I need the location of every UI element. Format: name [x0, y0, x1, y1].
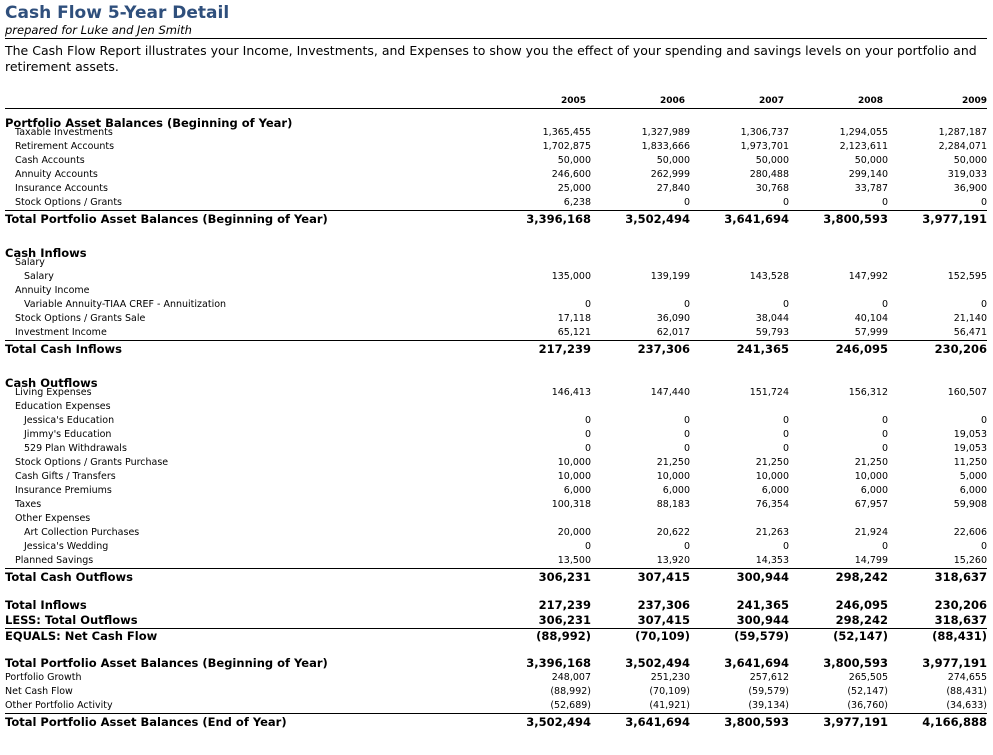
- value-cell: 6,000: [860, 485, 888, 496]
- table-row: [5, 526, 987, 540]
- portfolio-begin-row: [5, 656, 987, 671]
- value-cell: 0: [584, 541, 591, 552]
- value-cell: 3,641,694: [625, 715, 690, 729]
- value-cell: 100,318: [551, 499, 591, 510]
- value-cell: 0: [584, 429, 591, 440]
- value-cell: 241,365: [736, 342, 789, 356]
- total-inflows-row: [5, 598, 987, 613]
- value-cell: 21,250: [755, 457, 789, 468]
- table-row: [5, 512, 987, 526]
- value-cell: 38,044: [755, 313, 789, 324]
- value-cell: 217,239: [538, 598, 591, 612]
- value-cell: 0: [683, 443, 690, 454]
- value-cell: 10,000: [557, 457, 591, 468]
- row-label: Net Cash Flow: [5, 686, 73, 697]
- value-cell: 0: [782, 415, 789, 426]
- table-row: [5, 428, 987, 442]
- value-cell: 307,415: [637, 613, 690, 627]
- value-cell: 3,641,694: [724, 656, 789, 670]
- table-row: [5, 699, 987, 713]
- table-row: [5, 414, 987, 428]
- row-label: Total Portfolio Asset Balances (Beginning of Year): [5, 656, 328, 670]
- total-row: [5, 210, 987, 228]
- value-cell: 62,017: [656, 327, 690, 338]
- value-cell: 25,000: [557, 183, 591, 194]
- value-cell: 67,957: [854, 499, 888, 510]
- value-cell: 21,140: [953, 313, 987, 324]
- value-cell: (70,109): [635, 629, 690, 643]
- table-row: [5, 554, 987, 568]
- table-row: [5, 140, 987, 154]
- value-cell: 143,528: [749, 271, 789, 282]
- total-row: [5, 713, 987, 731]
- value-cell: 262,999: [650, 169, 690, 180]
- row-label: Stock Options / Grants Sale: [15, 313, 146, 324]
- row-label: Cash Inflows: [5, 246, 87, 260]
- value-cell: 230,206: [934, 598, 987, 612]
- value-cell: 3,800,593: [724, 715, 789, 729]
- table-row: [5, 484, 987, 498]
- value-cell: 0: [980, 541, 987, 552]
- value-cell: 280,488: [749, 169, 789, 180]
- report-subtitle: prepared for Luke and Jen Smith: [5, 23, 987, 39]
- value-cell: 22,606: [953, 527, 987, 538]
- value-cell: 36,900: [953, 183, 987, 194]
- value-cell: 147,992: [848, 271, 888, 282]
- value-cell: 217,239: [538, 342, 591, 356]
- value-cell: 1,327,989: [641, 127, 690, 138]
- value-cell: 0: [683, 299, 690, 310]
- value-cell: 20,622: [656, 527, 690, 538]
- value-cell: 3,977,191: [922, 212, 987, 226]
- row-label: Annuity Accounts: [15, 169, 98, 180]
- value-cell: 3,641,694: [724, 212, 789, 226]
- total-row: [5, 568, 987, 586]
- value-cell: 0: [881, 197, 888, 208]
- value-cell: 1,287,187: [938, 127, 987, 138]
- table-row: [5, 312, 987, 326]
- less-outflows-row: [5, 613, 987, 628]
- value-cell: 265,505: [848, 672, 888, 683]
- section-header: [5, 112, 987, 130]
- value-cell: 0: [980, 299, 987, 310]
- row-label: Portfolio Growth: [5, 672, 82, 683]
- value-cell: 1,365,455: [542, 127, 591, 138]
- value-cell: 298,242: [835, 613, 888, 627]
- table-row: [5, 284, 987, 298]
- value-cell: 0: [881, 443, 888, 454]
- value-cell: 3,396,168: [526, 212, 591, 226]
- row-label: Salary: [15, 257, 45, 268]
- row-label: Stock Options / Grants Purchase: [15, 457, 169, 468]
- value-cell: 6,000: [563, 485, 591, 496]
- value-cell: 274,655: [947, 672, 987, 683]
- value-cell: 19,053: [953, 429, 987, 440]
- value-cell: 13,920: [656, 555, 690, 566]
- table-row: [5, 540, 987, 554]
- row-label: Total Cash Inflows: [5, 342, 123, 356]
- value-cell: 21,924: [854, 527, 888, 538]
- row-label: Planned Savings: [15, 555, 94, 566]
- value-cell: (52,147): [847, 686, 888, 697]
- value-cell: 21,250: [854, 457, 888, 468]
- row-label: Other Expenses: [15, 513, 91, 524]
- total-row: [5, 340, 987, 358]
- value-cell: (36,760): [847, 700, 888, 711]
- value-cell: 6,000: [761, 485, 789, 496]
- row-label: Living Expenses: [15, 387, 92, 398]
- value-cell: 156,312: [848, 387, 888, 398]
- value-cell: 20,000: [557, 527, 591, 538]
- value-cell: (59,579): [734, 629, 789, 643]
- value-cell: 319,033: [947, 169, 987, 180]
- value-cell: 146,413: [551, 387, 591, 398]
- row-label: Cash Accounts: [15, 155, 85, 166]
- value-cell: 59,793: [755, 327, 789, 338]
- value-cell: 147,440: [650, 387, 690, 398]
- value-cell: 50,000: [557, 155, 591, 166]
- value-cell: 13,500: [557, 555, 591, 566]
- value-cell: 57,999: [854, 327, 888, 338]
- value-cell: 152,595: [947, 271, 987, 282]
- row-label: Total Inflows: [5, 598, 87, 612]
- value-cell: 0: [584, 415, 591, 426]
- value-cell: 3,502,494: [526, 715, 591, 729]
- table-row: [5, 326, 987, 340]
- table-row: [5, 386, 987, 400]
- value-cell: 17,118: [557, 313, 591, 324]
- report-title: Cash Flow 5-Year Detail: [5, 3, 230, 23]
- value-cell: 21,250: [656, 457, 690, 468]
- value-cell: 237,306: [637, 342, 690, 356]
- value-cell: 318,637: [934, 570, 987, 584]
- value-cell: 15,260: [953, 555, 987, 566]
- row-label: Cash Outflows: [5, 376, 98, 390]
- value-cell: 0: [980, 415, 987, 426]
- year-header: 2005: [560, 96, 586, 106]
- value-cell: 160,507: [947, 387, 987, 398]
- value-cell: (34,633): [946, 700, 987, 711]
- value-cell: 306,231: [538, 570, 591, 584]
- year-header: 2009: [961, 96, 987, 106]
- row-label: Taxable Investments: [15, 127, 113, 138]
- value-cell: 2,284,071: [938, 141, 987, 152]
- table-row: [5, 298, 987, 312]
- row-label: Insurance Premiums: [15, 485, 112, 496]
- value-cell: (88,992): [536, 629, 591, 643]
- value-cell: 10,000: [656, 471, 690, 482]
- value-cell: 50,000: [854, 155, 888, 166]
- value-cell: 36,090: [656, 313, 690, 324]
- value-cell: 10,000: [557, 471, 591, 482]
- value-cell: 65,121: [557, 327, 591, 338]
- value-cell: 40,104: [854, 313, 888, 324]
- row-label: Art Collection Purchases: [24, 527, 140, 538]
- table-row: [5, 456, 987, 470]
- table-row: [5, 270, 987, 284]
- row-label: Cash Gifts / Transfers: [15, 471, 116, 482]
- row-label: Portfolio Asset Balances (Beginning of Year): [5, 116, 293, 130]
- value-cell: 56,471: [953, 327, 987, 338]
- row-label: Education Expenses: [15, 401, 111, 412]
- row-label: Insurance Accounts: [15, 183, 108, 194]
- value-cell: 33,787: [854, 183, 888, 194]
- value-cell: 3,977,191: [922, 656, 987, 670]
- row-label: LESS: Total Outflows: [5, 613, 138, 627]
- value-cell: (70,109): [649, 686, 690, 697]
- value-cell: 0: [782, 541, 789, 552]
- value-cell: 0: [782, 443, 789, 454]
- value-cell: 151,724: [749, 387, 789, 398]
- table-row: [5, 470, 987, 484]
- value-cell: 1,294,055: [839, 127, 888, 138]
- section-spacer: [5, 644, 987, 656]
- value-cell: 50,000: [755, 155, 789, 166]
- value-cell: 318,637: [934, 613, 987, 627]
- value-cell: 0: [881, 541, 888, 552]
- value-cell: 251,230: [650, 672, 690, 683]
- value-cell: 0: [782, 197, 789, 208]
- value-cell: 19,053: [953, 443, 987, 454]
- row-label: Taxes: [15, 499, 42, 510]
- value-cell: 14,353: [755, 555, 789, 566]
- value-cell: (59,579): [748, 686, 789, 697]
- value-cell: 3,502,494: [625, 656, 690, 670]
- value-cell: 4,166,888: [922, 715, 987, 729]
- value-cell: 3,977,191: [823, 715, 888, 729]
- value-cell: 139,199: [650, 271, 690, 282]
- row-label: Total Cash Outflows: [5, 570, 134, 584]
- value-cell: 306,231: [538, 613, 591, 627]
- value-cell: 2,123,611: [839, 141, 888, 152]
- value-cell: 246,095: [835, 342, 888, 356]
- value-cell: 6,238: [563, 197, 591, 208]
- value-cell: 27,840: [656, 183, 690, 194]
- value-cell: 257,612: [749, 672, 789, 683]
- value-cell: (41,921): [649, 700, 690, 711]
- value-cell: (88,431): [932, 629, 987, 643]
- value-cell: 300,944: [736, 613, 789, 627]
- row-label: Jessica's Education: [24, 415, 115, 426]
- value-cell: 300,944: [736, 570, 789, 584]
- value-cell: 0: [782, 299, 789, 310]
- value-cell: 307,415: [637, 570, 690, 584]
- value-cell: 230,206: [934, 342, 987, 356]
- value-cell: 1,833,666: [641, 141, 690, 152]
- value-cell: 0: [683, 541, 690, 552]
- row-label: Salary: [24, 271, 54, 282]
- row-label: Stock Options / Grants: [15, 197, 122, 208]
- table-row: [5, 400, 987, 414]
- value-cell: 241,365: [736, 598, 789, 612]
- value-cell: 135,000: [551, 271, 591, 282]
- table-row: [5, 671, 987, 685]
- row-label: Retirement Accounts: [15, 141, 115, 152]
- row-label: Investment Income: [15, 327, 107, 338]
- value-cell: 6,000: [662, 485, 690, 496]
- value-cell: 5,000: [959, 471, 987, 482]
- row-label: EQUALS: Net Cash Flow: [5, 629, 158, 643]
- table-row: [5, 182, 987, 196]
- value-cell: 0: [881, 299, 888, 310]
- value-cell: 50,000: [656, 155, 690, 166]
- value-cell: 0: [881, 429, 888, 440]
- table-row: [5, 498, 987, 512]
- value-cell: 6,000: [959, 485, 987, 496]
- row-label: Variable Annuity-TIAA CREF - Annuitization: [24, 299, 227, 310]
- section-spacer: [5, 228, 987, 242]
- value-cell: 0: [683, 415, 690, 426]
- value-cell: 299,140: [848, 169, 888, 180]
- cash-flow-table: [5, 112, 987, 731]
- value-cell: 1,306,737: [740, 127, 789, 138]
- value-cell: 10,000: [854, 471, 888, 482]
- year-header: 2006: [659, 96, 685, 106]
- row-label: Total Portfolio Asset Balances (End of Year): [5, 715, 287, 729]
- value-cell: 0: [782, 429, 789, 440]
- report-intro: The Cash Flow Report illustrates your Income, Investments, and Expenses to show you the effect of your spending and savings levels on your portfolio and retirement assets.: [5, 43, 977, 74]
- table-row: [5, 154, 987, 168]
- row-label: Other Portfolio Activity: [5, 700, 113, 711]
- table-row: [5, 196, 987, 210]
- value-cell: 1,973,701: [740, 141, 789, 152]
- value-cell: 76,354: [755, 499, 789, 510]
- value-cell: 0: [584, 299, 591, 310]
- value-cell: 237,306: [637, 598, 690, 612]
- value-cell: (39,134): [748, 700, 789, 711]
- value-cell: 248,007: [551, 672, 591, 683]
- value-cell: (88,431): [946, 686, 987, 697]
- value-cell: (52,689): [550, 700, 591, 711]
- value-cell: 0: [980, 197, 987, 208]
- row-label: Annuity Income: [15, 285, 90, 296]
- value-cell: 3,800,593: [823, 656, 888, 670]
- year-header: 2007: [758, 96, 784, 106]
- value-cell: 0: [584, 443, 591, 454]
- value-cell: 88,183: [656, 499, 690, 510]
- row-label: Total Portfolio Asset Balances (Beginning of Year): [5, 212, 328, 226]
- value-cell: 3,502,494: [625, 212, 690, 226]
- section-spacer: [5, 358, 987, 372]
- table-row: [5, 168, 987, 182]
- value-cell: 1,702,875: [542, 141, 591, 152]
- row-label: Jessica's Wedding: [24, 541, 109, 552]
- value-cell: (88,992): [550, 686, 591, 697]
- value-cell: (52,147): [833, 629, 888, 643]
- value-cell: 21,263: [755, 527, 789, 538]
- year-header-row: [5, 96, 987, 109]
- value-cell: 11,250: [953, 457, 987, 468]
- value-cell: 0: [683, 429, 690, 440]
- section-header: [5, 242, 987, 260]
- row-label: 529 Plan Withdrawals: [24, 443, 127, 454]
- value-cell: 59,908: [953, 499, 987, 510]
- value-cell: 246,095: [835, 598, 888, 612]
- year-header: 2008: [857, 96, 883, 106]
- value-cell: 298,242: [835, 570, 888, 584]
- row-label: Jimmy's Education: [24, 429, 112, 440]
- section-spacer: [5, 586, 987, 598]
- value-cell: 3,396,168: [526, 656, 591, 670]
- value-cell: 246,600: [551, 169, 591, 180]
- value-cell: 3,800,593: [823, 212, 888, 226]
- table-row: [5, 256, 987, 270]
- value-cell: 10,000: [755, 471, 789, 482]
- table-row: [5, 442, 987, 456]
- value-cell: 0: [683, 197, 690, 208]
- table-row: [5, 126, 987, 140]
- value-cell: 50,000: [953, 155, 987, 166]
- value-cell: 14,799: [854, 555, 888, 566]
- net-cash-flow-row: [5, 628, 987, 644]
- value-cell: 30,768: [755, 183, 789, 194]
- section-header: [5, 372, 987, 390]
- value-cell: 0: [881, 415, 888, 426]
- table-row: [5, 685, 987, 699]
